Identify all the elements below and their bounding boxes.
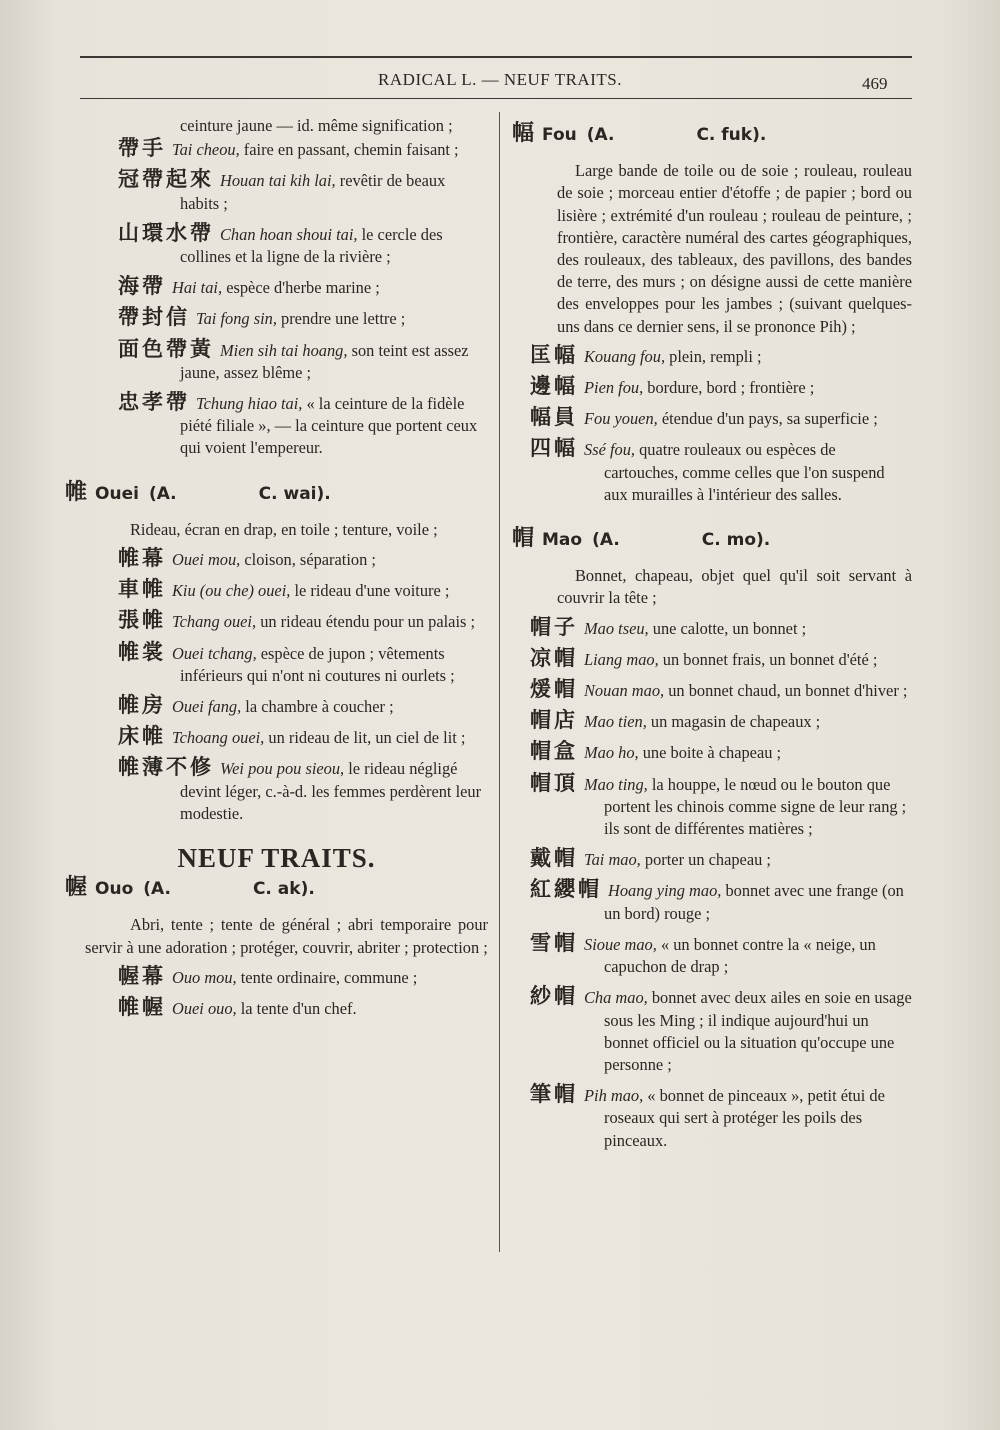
chinese-term: 幅員 xyxy=(530,405,578,430)
chinese-term: 帷裳 xyxy=(118,639,166,664)
dictionary-entry xyxy=(512,616,912,640)
definition: espèce d'herbe marine ; xyxy=(222,278,380,298)
definition: un bonnet chaud, un bonnet d'hiver ; xyxy=(664,681,908,701)
cantonese-reading: C. ak). xyxy=(252,879,315,900)
chinese-term: 帽頂 xyxy=(530,770,578,795)
chinese-term: 凉帽 xyxy=(530,645,578,670)
dictionary-entry xyxy=(512,878,912,924)
definition: « un bonnet contre la « neige, un capuchon de drap ; xyxy=(604,934,876,977)
chinese-term: 四幅 xyxy=(530,436,578,461)
entries-mao xyxy=(512,616,912,1152)
headword-character: 帽 xyxy=(512,526,535,552)
headword-definition: Bonnet, chapeau, objet quel qu'il soit servant à couvrir la tête ; xyxy=(557,566,912,608)
cantonese-reading: C. wai). xyxy=(258,483,331,504)
dictionary-entry xyxy=(65,168,488,214)
entries-ouei xyxy=(65,547,488,825)
definition: espèce de jupon ; vêtements inférieurs qui n'ont ni coutures ni ourlets ; xyxy=(180,643,455,685)
dictionary-entry xyxy=(512,647,912,671)
headword-definition: Large bande de toile ou de soie ; rouleau, rouleau de soie ; morceau entier d'étoffe ; de papier ; bord ou lisière ; extrémité d'un rouleau ; rouleau de peinture, ; frontière, caractère numéral des cartes géographiques, des rouleaux, des tableaux, des pavillons, des bandes de terre, des murs ; on désigne aussi de cette manière des enveloppes pour les jambes ; (suivant quelques-uns dans ce dernier sens, il se prononce Pih) ; xyxy=(557,161,912,336)
dictionary-entry xyxy=(512,437,912,506)
romanization: Fou youen, xyxy=(584,409,658,429)
header-rule xyxy=(80,98,912,99)
page-number: 469 xyxy=(862,74,888,93)
definition: cloison, séparation ; xyxy=(240,550,376,570)
dictionary-entry xyxy=(512,406,912,430)
definition: une boite à chapeau ; xyxy=(638,743,782,763)
definition: un magasin de chapeaux ; xyxy=(646,712,821,732)
romanization: Mao tien, xyxy=(584,712,647,732)
dictionary-entry xyxy=(65,609,488,633)
definition: « bonnet de pinceaux », petit étui de roseaux qui sert à protéger les poils des pinceaux. xyxy=(604,1086,885,1150)
chinese-term: 紅纓帽 xyxy=(530,877,602,902)
romanization: Pih mao, xyxy=(584,1086,644,1106)
romanization: Ouei ouo, xyxy=(172,999,237,1019)
chinese-term: 忠孝帶 xyxy=(118,390,190,415)
cantonese-reading: C. fuk). xyxy=(696,125,767,145)
chinese-term: 面色帶黃 xyxy=(118,336,214,361)
definition: bonnet avec deux ailes en soie en usage sous les Ming ; il indique aujourd'hui un bonnet officiel ou la situation qu'occupe une personne ; xyxy=(604,988,912,1074)
romanization: Cha mao, xyxy=(584,988,648,1008)
chinese-term: 邊幅 xyxy=(530,374,578,399)
dictionary-entry xyxy=(512,709,912,733)
definition: porter un chapeau ; xyxy=(640,850,771,870)
dictionary-entry xyxy=(65,756,488,825)
dictionary-entry xyxy=(512,1083,912,1152)
definition: prendre une lettre ; xyxy=(276,309,406,329)
chinese-term: 匡幅 xyxy=(530,342,578,367)
headword-name: Ouo xyxy=(95,879,134,900)
chinese-term: 車帷 xyxy=(118,577,166,602)
headword-character: 幄 xyxy=(65,875,88,901)
romanization: Mao ho, xyxy=(584,743,639,763)
chinese-term: 幄幕 xyxy=(118,963,166,988)
romanization: Ssé fou, xyxy=(584,440,635,460)
definition: bonnet avec une frange (on un bord) rouge ; xyxy=(604,881,904,923)
dictionary-entry xyxy=(65,547,488,571)
romanization: Tai mao, xyxy=(584,850,641,870)
dictionary-entry xyxy=(65,641,488,687)
chinese-term: 帷幄 xyxy=(118,995,166,1020)
headword-name: Fou xyxy=(542,125,577,145)
definition: étendue d'un pays, sa superficie ; xyxy=(657,409,878,429)
cantonese-reading: C. mo). xyxy=(701,530,771,551)
romanization: Tai fong sin, xyxy=(196,309,277,329)
romanization: Kiu (ou che) ouei, xyxy=(172,581,291,601)
chinese-term: 煖帽 xyxy=(530,677,578,702)
romanization: Mao ting, xyxy=(584,774,648,794)
definition: « la ceinture de la fidèle piété filiale », — la ceinture que portent ceux qui voient l'empereur. xyxy=(180,394,478,458)
annamite-reading: (A. xyxy=(143,879,171,900)
romanization: Hai tai, xyxy=(172,278,223,298)
dictionary-entry xyxy=(65,222,488,268)
headword-character: 幅 xyxy=(512,121,535,146)
romanization: Nouan mao, xyxy=(584,681,665,701)
headword-ouei xyxy=(65,479,488,505)
romanization: Sioue mao, xyxy=(584,934,657,954)
romanization: Liang mao, xyxy=(584,649,659,669)
annamite-reading: (A. xyxy=(586,125,615,145)
romanization: Ouei fang, xyxy=(172,697,242,717)
definition: le rideau négligé devint léger, c.-à-d. les femmes perdèrent leur modestie. xyxy=(180,759,482,823)
chinese-term: 帽盒 xyxy=(530,739,578,764)
definition: un rideau de lit, un ciel de lit ; xyxy=(264,728,466,748)
annamite-reading: (A. xyxy=(592,530,620,551)
chinese-term: 筆帽 xyxy=(530,1082,578,1107)
right-column xyxy=(512,115,912,1159)
chinese-term: 帶封信 xyxy=(118,305,190,330)
romanization: Ouo mou, xyxy=(172,967,237,987)
dictionary-entry xyxy=(512,847,912,871)
definition: la tente d'un chef. xyxy=(236,999,357,1019)
chinese-term: 紗帽 xyxy=(530,984,578,1009)
romanization: Tchang ouei, xyxy=(172,612,257,632)
definition: son teint est assez jaune, assez blême ; xyxy=(180,340,469,382)
chinese-term: 帷薄不修 xyxy=(118,755,214,780)
definition: faire en passant, chemin faisant ; xyxy=(239,140,459,160)
entries-continued xyxy=(65,137,488,459)
headword-mao xyxy=(512,528,912,551)
column-divider xyxy=(499,112,500,1252)
headword-name: Ouei xyxy=(95,483,139,504)
continued-text: ceinture jaune — id. même signification ; xyxy=(180,116,453,135)
dictionary-entry xyxy=(512,344,912,368)
romanization: Wei pou pou sieou, xyxy=(220,759,345,779)
romanization: Pien fou, xyxy=(584,378,644,398)
dictionary-entry xyxy=(512,678,912,702)
romanization: Houan tai kih lai, xyxy=(220,171,336,191)
chinese-term: 張帷 xyxy=(118,608,166,633)
dictionary-entry xyxy=(65,137,488,161)
definition: le cercle des collines et la ligne de la rivière ; xyxy=(180,224,443,267)
annamite-reading: (A. xyxy=(148,483,177,504)
dictionary-entry xyxy=(65,275,488,299)
headword-fou xyxy=(512,123,912,146)
definition: plein, rempli ; xyxy=(665,346,762,366)
romanization: Chan hoan shoui tai, xyxy=(220,224,358,244)
dictionary-entry xyxy=(512,375,912,399)
chinese-term: 戴帽 xyxy=(530,846,578,871)
romanization: Tai cheou, xyxy=(172,140,240,160)
romanization: Kouang fou, xyxy=(584,346,666,366)
romanization: Ouei tchang, xyxy=(172,643,257,663)
entries-ouo xyxy=(65,965,488,1020)
chinese-term: 雪帽 xyxy=(530,930,578,955)
chinese-term: 山環水帶 xyxy=(118,220,214,245)
running-header: RADICAL L. — NEUF TRAITS. xyxy=(378,70,622,89)
definition: tente ordinaire, commune ; xyxy=(236,967,418,987)
romanization: Hoang ying mao, xyxy=(608,881,722,901)
romanization: Mao tseu, xyxy=(584,618,649,638)
entries-fou xyxy=(512,344,912,506)
definition: une calotte, un bonnet ; xyxy=(648,618,807,638)
definition: un bonnet frais, un bonnet d'été ; xyxy=(658,649,878,669)
chinese-term: 帷幕 xyxy=(118,546,166,571)
dictionary-entry xyxy=(512,985,912,1076)
dictionary-entry xyxy=(65,996,488,1020)
top-rule xyxy=(80,56,912,58)
dictionary-entry xyxy=(512,932,912,978)
chinese-term: 帷房 xyxy=(118,693,166,718)
chinese-term: 海帶 xyxy=(118,274,166,299)
definition: la houppe, le nœud ou le bouton que portent les chinois comme signe de leur rang ; ils sont de différentes matières ; xyxy=(604,774,907,839)
chinese-term: 床帷 xyxy=(118,724,166,749)
definition: revêtir de beaux habits ; xyxy=(180,171,446,213)
headword-name: Mao xyxy=(542,530,583,551)
definition: un rideau étendu pour un palais ; xyxy=(256,612,476,632)
dictionary-entry xyxy=(65,338,488,384)
dictionary-entry xyxy=(65,694,488,718)
dictionary-entry xyxy=(512,772,912,841)
definition: la chambre à coucher ; xyxy=(241,697,394,717)
dictionary-entry xyxy=(65,578,488,602)
definition: bordure, bord ; frontière ; xyxy=(643,378,815,398)
chinese-term: 冠帶起來 xyxy=(118,167,214,192)
dictionary-entry xyxy=(65,965,488,989)
romanization: Ouei mou, xyxy=(172,550,241,570)
dictionary-entry xyxy=(65,306,488,330)
romanization: Mien sih tai hoang, xyxy=(220,340,348,360)
romanization: Tchoang ouei, xyxy=(172,728,265,748)
headword-definition: Abri, tente ; tente de général ; abri temporaire pour servir à une adoration ; protéger, couvrir, abriter ; protection ; xyxy=(85,915,488,957)
section-title: NEUF TRAITS. xyxy=(177,843,376,874)
definition: quatre rouleaux ou espèces de cartouches, comme celles que l'on suspend aux murailles à l'intérieur des salles. xyxy=(604,440,885,504)
chinese-term: 帶手 xyxy=(118,136,166,161)
headword-character: 帷 xyxy=(65,479,88,505)
headword-definition: Rideau, écran en drap, en toile ; tenture, voile ; xyxy=(130,519,438,539)
left-column xyxy=(65,115,488,1027)
dictionary-entry xyxy=(512,740,912,764)
chinese-term: 帽店 xyxy=(530,708,578,733)
dictionary-entry xyxy=(65,725,488,749)
headword-ouo xyxy=(65,877,488,900)
dictionary-entry xyxy=(65,391,488,460)
chinese-term: 帽子 xyxy=(530,614,578,639)
romanization: Tchung hiao tai, xyxy=(196,394,303,414)
definition: le rideau d'une voiture ; xyxy=(290,581,450,601)
